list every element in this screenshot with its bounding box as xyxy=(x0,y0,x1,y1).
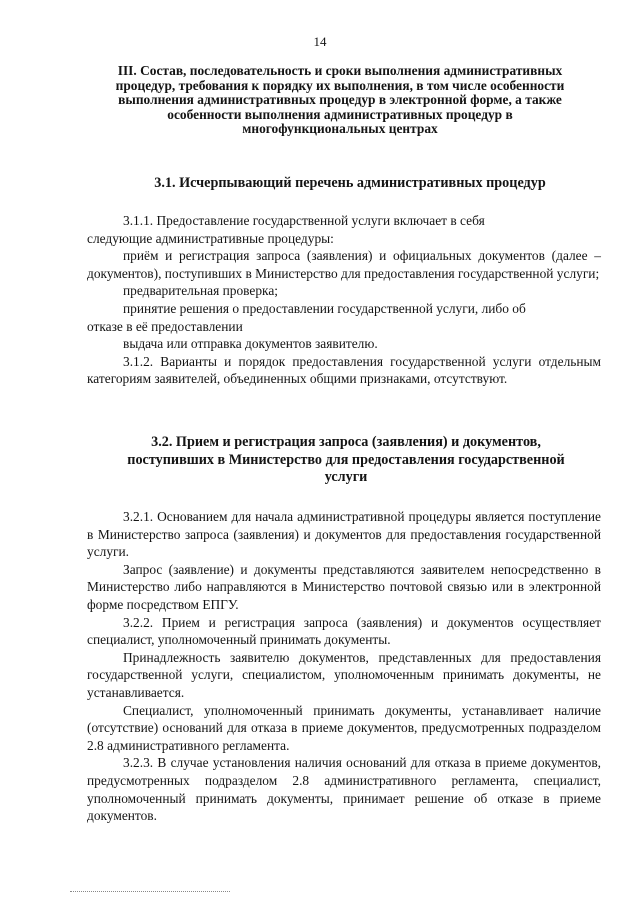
section-title-line: выполнения административных процедур в электронной форме, а также xyxy=(118,92,562,108)
list-item-procedure: выдача или отправка документов заявителю. xyxy=(123,336,378,352)
subsection-3-2-heading-line: услуги xyxy=(324,469,368,486)
section-title-line: особенности выполнения административных процедур в xyxy=(167,106,513,122)
list-item-procedure: предварительная проверка; xyxy=(123,283,278,299)
subsection-3-2-heading-line: поступивших в Министерство для предоставления государственной xyxy=(127,451,565,468)
subsection-3-1-body xyxy=(87,212,601,388)
paragraph-3-2-2: 3.2.2. Прием и регистрация запроса (заявления) и документов осуществляет специалист, уполномоченный принимать документы. xyxy=(87,614,601,648)
page-number: 14 xyxy=(313,34,327,49)
list-item-procedure: приём и регистрация запроса (заявления) и официальных документов (далее – документов), поступивших в Министерство для предоставления государственной услуги; xyxy=(87,248,601,281)
subsection-3-1-heading: 3.1. Исчерпывающий перечень административных процедур xyxy=(154,175,546,191)
list-item-procedure-cont: отказе в её предоставлении xyxy=(87,318,243,334)
list-item-procedure: принятие решения о предоставлении государственной услуги, либо об xyxy=(123,300,526,316)
section-title-line: процедур, требования к порядку их выполнения, в том числе особенности xyxy=(115,77,565,93)
paragraph-3-1-1: 3.1.1. Предоставление государственной услуги включает в себя xyxy=(123,213,485,228)
paragraph-3-2-1: 3.2.1. Основанием для начала административной процедуры является поступление в Министерство запроса (заявления) и документов для предоставления государственной услуги. xyxy=(87,509,601,560)
section-title-line: III. Состав, последовательность и сроки выполнения административных xyxy=(117,63,563,78)
paragraph-request-submission: Запрос (заявление) и документы представляются заявителем непосредственно в Министерство либо направляются в Министерство почтовой связью или в электронной форме посредством ЕПГУ. xyxy=(87,561,601,612)
paragraph-3-2-3: 3.2.3. В случае установления наличия оснований для отказа в приеме документов, предусмотренных подразделом 2.8 административного регламента, специалист, уполномоченный принимать документы, принимает решение об отказе в приеме документов. xyxy=(87,755,601,824)
section-title xyxy=(80,64,600,137)
paragraph-3-1-1-cont: следующие административные процедуры: xyxy=(87,230,334,246)
paragraph-specialist-check: Специалист, уполномоченный принимать документы, устанавливает наличие (отсутствие) оснований для отказа в приеме документов, предусмотренных подразделом 2.8 административного регламента. xyxy=(87,702,601,753)
subsection-3-2-body xyxy=(87,508,601,825)
paragraph-ownership: Принадлежность заявителю документов, представленных для предоставления государственной услуги, специалистом, уполномоченным принимать документы, не устанавливается. xyxy=(87,649,601,700)
paragraph-3-1-2: 3.1.2. Варианты и порядок предоставления государственной услуги отдельным категориям заявителей, объединенных общими признаками, отсутствуют. xyxy=(87,353,601,387)
subsection-3-2-heading xyxy=(88,434,604,487)
section-title-line: многофункциональных центрах xyxy=(242,121,438,137)
subsection-3-2-heading-line: 3.2. Прием и регистрация запроса (заявления) и документов, xyxy=(151,434,541,450)
footer-divider xyxy=(70,891,230,892)
